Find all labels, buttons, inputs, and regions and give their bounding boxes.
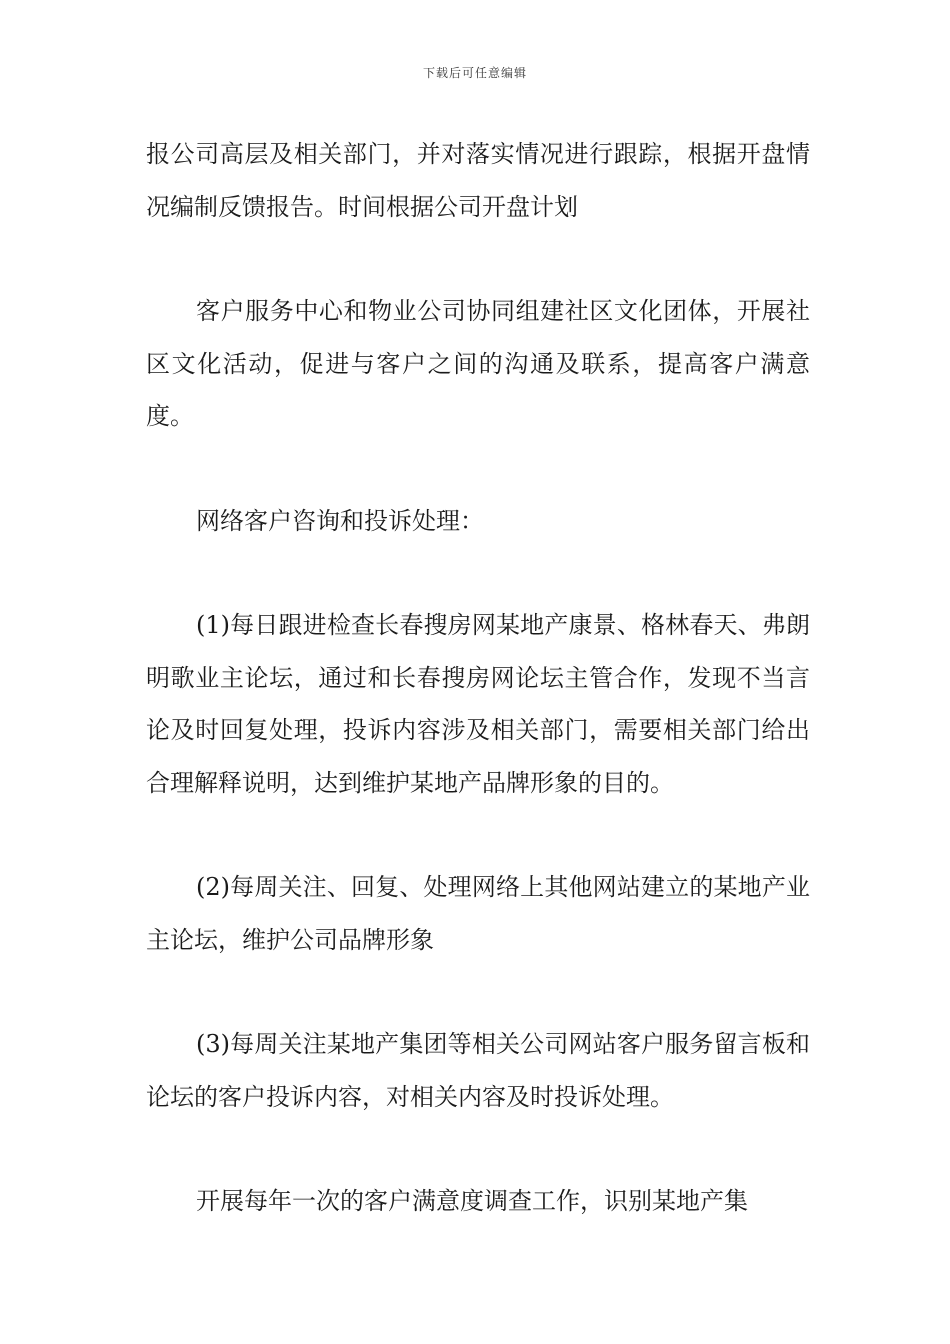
page-header-note: 下载后可任意编辑 [422, 66, 527, 80]
paragraph-5: (2)每周关注、回复、处理网络上其他网站建立的某地产业主论坛，维护公司品牌形象 [146, 873, 810, 954]
paragraph-7: 开展每年一次的客户满意度调查工作，识别某地产集 [196, 1187, 748, 1215]
document-body [146, 128, 810, 1228]
paragraph-4: (1)每日跟进检查长春搜房网某地产康景、格林春天、弗朗明歌业主论坛，通过和长春搜房网论坛主管合作，发现不当言论及时回复处理，投诉内容涉及相关部门，需要相关部门给出合理解释说明，达到维护某地产品牌形象的目的。 [146, 611, 810, 797]
paragraph-1: 报公司高层及相关部门，并对落实情况进行跟踪，根据开盘情况编制反馈报告。时间根据公司开盘计划 [146, 140, 810, 221]
paragraph-3: 网络客户咨询和投诉处理： [196, 506, 484, 535]
paragraph-6: (3)每周关注某地产集团等相关公司网站客户服务留言板和论坛的客户投诉内容，对相关内容及时投诉处理。 [146, 1030, 810, 1111]
paragraph-2: 客户服务中心和物业公司协同组建社区文化团体，开展社区文化活动，促进与客户之间的沟通及联系，提高客户满意度。 [146, 297, 810, 430]
